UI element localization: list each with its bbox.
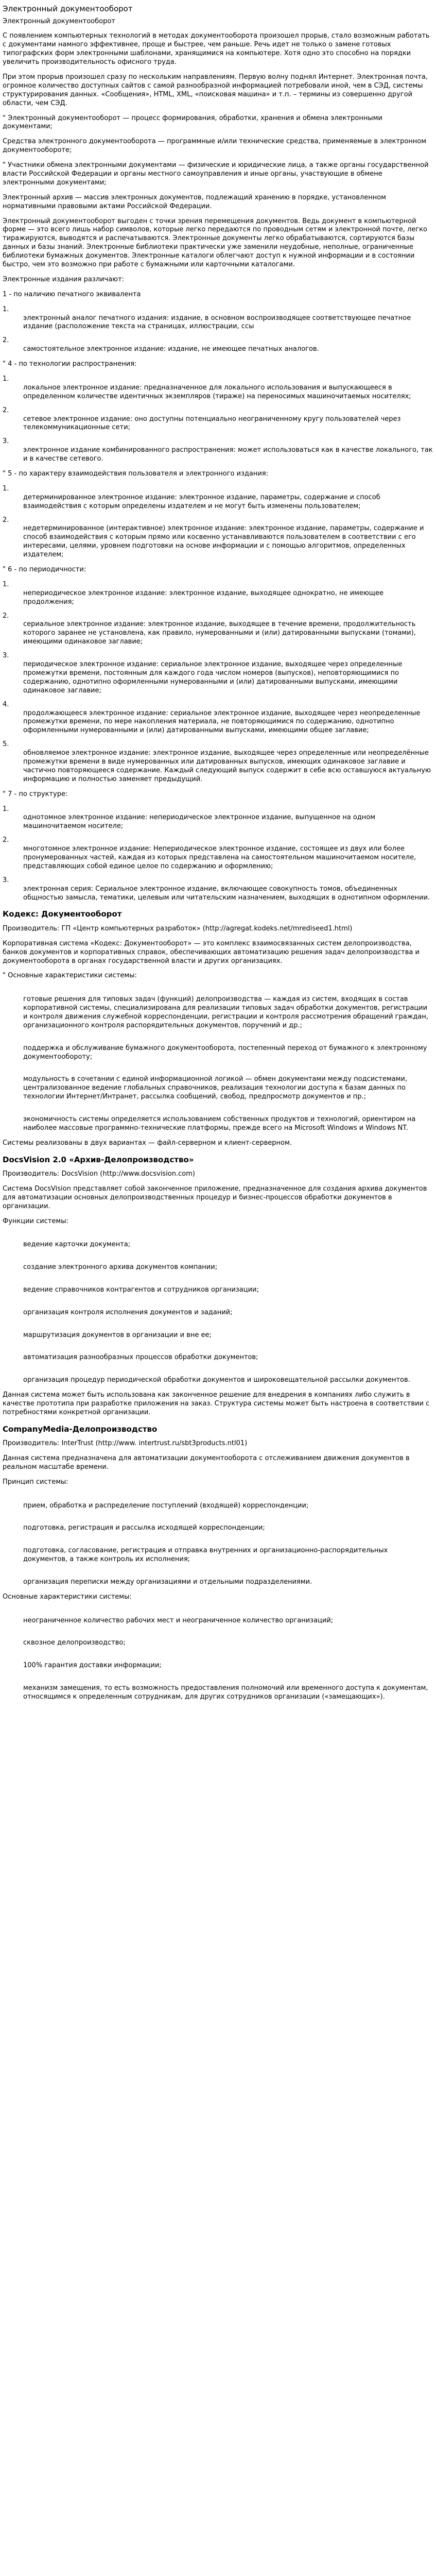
list-item: [3, 516, 433, 560]
by-technology-heading: " 4 - по технологии распространения:: [3, 360, 137, 368]
list-item-number: 3.: [3, 437, 9, 446]
list-bullet: [3, 987, 433, 995]
list-item-number: 3.: [3, 652, 9, 660]
docsvision-functions-list: [3, 1232, 433, 1385]
list-item-number: 2.: [3, 406, 9, 414]
list-item-text: подготовка, регистрация и рассылка исходящей корреспонденции;: [23, 1524, 265, 1532]
list-item-text: организация контроля исполнения документов и заданий;: [23, 1308, 233, 1316]
list-bullet: [3, 1277, 433, 1286]
list-item: [3, 1653, 433, 1670]
list-bullet: [3, 1653, 433, 1662]
list-item: [3, 1493, 433, 1511]
kinds-intro: Электронные издания различают:: [3, 275, 125, 283]
list-item-number: 2.: [3, 612, 9, 620]
list-item-text: маршрутизация документов в организации и вне ее;: [23, 1331, 212, 1339]
list-item: [3, 1345, 433, 1362]
companymedia-principles-heading: Принцип системы:: [3, 1478, 68, 1486]
intro-paragraph-1: С появлением компьютерных технологий в методах документооборота произошел прорыв, стало возможным работать с документами намного эффективнее, проще и быстрее, чем раньше. Речь идет не только о замене готовых типографских форм электронными шаблонами, хранящимися на компьютере. Хотя одно это способно на порядки увеличить производительность офисного труда.: [3, 32, 430, 66]
list-item: [3, 1538, 433, 1564]
list-item: [3, 306, 433, 332]
list-item: [3, 1569, 433, 1587]
list-bullet: [3, 1493, 433, 1502]
list-item-number: 1.: [3, 484, 9, 493]
list-item-text: сетевое электронное издание: оно доступны потенциально неограниченному кругу пользователей через телекоммуникационные сети;: [23, 415, 401, 432]
subtitle: Электронный документооборот: [3, 17, 115, 25]
list-item: [3, 485, 433, 511]
list-item: [3, 612, 433, 647]
list-item-number: 1.: [3, 305, 9, 313]
companymedia-description: Данная система предназначена для автоматизации документооборота с отслеживанием движения документов в реальном масштабе времени.: [3, 1454, 410, 1471]
list-item-text: автоматизация разнообразных процессов обработки документов;: [23, 1353, 258, 1362]
docsvision-functions-heading: Функции системы:: [3, 1217, 68, 1225]
list-bullet: [3, 1367, 433, 1376]
definition-sredstva: Средства электронного документооборота — программные и/или технические средства, применяемые в электронном документообороте;: [3, 138, 427, 155]
list-item-text: экономичность системы определяется использованием собственных продуктов и технологий, ориентиром на наиболее массовые программно-технические платформы, прежде всего на Microsoft Windows и Windows NT.: [23, 1115, 416, 1132]
list-item: [3, 876, 433, 903]
list-bullet: [3, 1255, 433, 1263]
by-periodicity-heading: " 6 - по периодичности:: [3, 566, 86, 574]
list-item-text: электронное издание комбинированного распространения: может использоваться как в качестве локального, так и в качестве сетевого.: [23, 446, 433, 463]
list-bullet: [3, 1323, 433, 1331]
list-item-text: организация процедур периодической обработки документов и широковещательной рассылки документов.: [23, 1376, 410, 1384]
list-item: [3, 987, 433, 1030]
list-item-number: 2.: [3, 336, 9, 345]
list-item-number: 5.: [3, 740, 9, 749]
kodeks-variants: Системы реализованы в двух вариантах — файл-серверном и клиент-серверном.: [3, 1139, 292, 1147]
list-item: [3, 805, 433, 832]
list-item-text: сквозное делопроизводство;: [23, 1639, 126, 1647]
kodeks-heading: Кодекс: Документооборот: [3, 909, 122, 919]
list-bullet: [3, 1232, 433, 1241]
page-title: Электронный документооборот: [3, 4, 133, 13]
list-bullet: [3, 1345, 433, 1353]
list-item: [3, 1300, 433, 1317]
list-item: [3, 1367, 433, 1385]
kodeks-description: Корпоративная система «Кодекс: Документооборот» — это комплекс взаимосвязанных систем делопроизводства, банков документов и корпоративных справок, обеспечивающих автоматизацию решения задач делопроизводства и документооборота в органах государственной власти и других организациях.: [3, 939, 420, 965]
list-bullet: [3, 1538, 433, 1547]
list-item-text: ведение карточки документа;: [23, 1241, 131, 1249]
docsvision-footer: Данная система может быть использована как законченное решение для внедрения в компаниях либо служить в качестве прототипа при разработке приложения на заказ. Структура системы может быть настроена в соответствии с потребностями конкретной организации.: [3, 1391, 430, 1416]
list-item: [3, 701, 433, 736]
list-item: [3, 1516, 433, 1533]
list-item-number: 1.: [3, 375, 9, 383]
list-item-text: однотомное электронное издание: непериодическое электронное издание, выпущенное на одном машиночитаемом носителе;: [23, 814, 376, 831]
list-bullet: [3, 1036, 433, 1044]
list-bullet: [3, 1630, 433, 1639]
list-item: [3, 836, 433, 871]
definition-archive: Электронный архив — массив электронных документов, подлежащий хранению в порядке, установленном нормативными правовыми актами Российской Федерации.: [3, 193, 386, 210]
list-item-text: локальное электронное издание: предназначенное для локального использования и выпускающееся в определенном количестве идентичных экземпляров (тираже) на переносимых машиночитаемых носителях;: [23, 383, 411, 400]
list-item-number: 1.: [3, 580, 9, 588]
list-bullet: [3, 1107, 433, 1115]
list-item-number: 1.: [3, 805, 9, 813]
companymedia-features-heading: Основные характеристики системы:: [3, 1592, 132, 1601]
list-item-number: 2.: [3, 836, 9, 844]
list-bullet: [3, 1608, 433, 1617]
list-item-text: самостоятельное электронное издание: издание, не имеющее печатных аналогов.: [23, 345, 319, 353]
list-item: [3, 406, 433, 433]
list-item-text: электронный аналог печатного издания: издание, в основном воспроизводящее соответствующее печатное издание (расположение текста на страницах, иллюстрации, ссы: [23, 314, 411, 331]
list-item-text: 100% гарантия доставки информации;: [23, 1662, 162, 1670]
list-item: [3, 1067, 433, 1102]
list-item: [3, 437, 433, 464]
list-item-text: обновляемое электронное издание: электронное издание, выходящее через определенные или неопределённые промежутки времени в виде нумерованных или датированных выпусков, имеющих одинаковое заглавие и частично повторяющееся содержание. Каждый следующий выпуск содержит в себе всю оставшуюся актуальную информацию и полностью заменяет предыдущий.: [23, 749, 431, 783]
list-item-text: готовые решения для типовых задач (функций) делопроизводства — каждая из систем, входящих в состав корпоративной системы, специализирована для реализации типовых задач обработки документов, регистрации и контроля движения служебной корреспонденции, регистрации и контроля рассмотрения обращений граждан, организационного контроля распорядительных документов, поручений и др.;: [23, 995, 429, 1029]
list-item-text: создание электронного архива документов компании;: [23, 1263, 218, 1272]
docsvision-description: Система DocsVision представляет собой законченное приложение, предназначенное для создания архива документов для автоматизации основных делопроизводственных процедур и бизнес-процессов обработки документов в организации.: [3, 1185, 427, 1210]
list-item-text: организация переписки между организациями и отдельными подразделениями.: [23, 1578, 312, 1586]
document: [0, 4, 436, 1718]
intro-paragraph-2: При этом прорыв произошел сразу по нескольким направлениям. Первую волну поднял Интернет. Электронная почта, огромное количество доступных сайтов с самой разнообразной информацией потребовали иной, чем в СЭД, системы структурирования данных. «Сообщения», HTML, XML, «поисковая машина» и т.п. – термины из совершенно другой области, чем СЭД.: [3, 73, 428, 107]
by-structure-list: [3, 805, 433, 903]
list-item-text: ведение справочников контрагентов и сотрудников организации;: [23, 1286, 259, 1294]
list-item: [3, 1107, 433, 1133]
list-item-text: непериодическое электронное издание: электронное издание, выходящее однократно, не имеющее продолжения;: [23, 589, 384, 606]
list-item-text: периодическое электронное издание: сериальное электронное издание, выходящее через определенные промежутки времени, постоянным для каждого года числом номеров (выпусков), неповторяющимися по содержанию, однотипно оформленными нумерованными и (или) датированными выпусками, имеющими одинаковое заглавие;: [23, 660, 403, 694]
companymedia-features-list: [3, 1608, 433, 1702]
list-item-text: сериальное электронное издание: электронное издание, выходящее в течение времени, продолжительность которого заранее не установлена, как правило, нумерованными и (или) датированными выпусками (томами), имеющими одинаковое заглавие;: [23, 620, 416, 646]
list-item-text: детерминированное электронное издание: электронное издание, параметры, содержание и способ взаимодействия с которым определены издателем и не могут быть изменены пользователем;: [23, 493, 380, 510]
by-interaction-heading: " 5 - по характеру взаимодействия пользователя и электронного издания:: [3, 470, 269, 478]
list-item-text: подготовка, согласование, регистрация и отправка внутренних и организационно-распорядительных документов, а также контроль их исполнения;: [23, 1547, 388, 1564]
kodeks-features-list: [3, 987, 433, 1132]
companymedia-heading: CompanyMedia-Делопроизводство: [3, 1424, 158, 1434]
list-item-text: продолжающееся электронное издание: сериальное электронное издание, выходящее через неопределенные промежутки времени, по мере накопления материала, не повторяющимися по содержанию, однотипно оформленными нумерованными и (или) датированными выпусками, имеющими общее заглавие;: [23, 709, 421, 735]
list-item: [3, 1255, 433, 1272]
list-item-number: 2.: [3, 516, 9, 524]
benefits-paragraph: Электронный документооборот выгоден с точки зрения перемещения документов. Ведь документ в компьютерной форме — это всего лишь набор символов, которые легко передаются по проводным сетям и электронной почте, легко тиражируются, выводятся и распечатываются. Электронные документы легко обрабатываются, сортируются базы данных и базы знаний. Электронные библиотеки практически уже заменили неудобные, неполные, ограниченные библиотеки бумажных документов. Электронные каталоги облегчают доступ к нужной информации и в состоянии быстро, чем это возможно при работе с бумажными или карточными каталогами.: [3, 217, 427, 268]
list-item-text: прием, обработка и распределение поступлений (входящей) корреспонденции;: [23, 1501, 309, 1510]
list-item: [3, 1608, 433, 1625]
list-bullet: [3, 1675, 433, 1684]
docsvision-producer: Производитель: DocsVision (http://www.docsvision.com): [3, 1170, 195, 1178]
kodeks-features-heading: " Основные характеристики системы:: [3, 972, 137, 980]
docsvision-heading: DocsVision 2.0 «Архив-Делопроизводство»: [3, 1155, 194, 1164]
list-item: [3, 1232, 433, 1250]
by-structure-heading: " 7 - по структуре:: [3, 790, 68, 798]
list-item: [3, 1630, 433, 1648]
by-technology-list: [3, 375, 433, 464]
companymedia-producer: Производитель: InterTrust (http://www. intertrust.ru/sbt3products.ntl01): [3, 1439, 248, 1448]
list-item-number: 4.: [3, 700, 9, 708]
list-bullet: [3, 1516, 433, 1524]
list-item: [3, 375, 433, 401]
list-item: [3, 1323, 433, 1340]
list-item-text: поддержка и обслуживание бумажного документооборота, постепенный переход от бумажного к электронному документообороту;: [23, 1044, 427, 1061]
list-item: [3, 336, 433, 354]
by-equivalent-heading: 1 - по наличию печатного эквивалента: [3, 290, 141, 298]
list-item-text: недетерминированное (интерактивное) электронное издание: электронное издание, параметры, содержание и способ взаимодействия с которым прямо или косвенно устанавливаются пользователем в соответствии с его интересами, целями, уровнем подготовки на основе информации и с помощью алгоритмов, определенных издателем;: [23, 524, 424, 559]
list-item: [3, 1277, 433, 1295]
list-item-number: 3.: [3, 876, 9, 884]
list-item-text: неограниченное количество рабочих мест и неограниченное количество организаций;: [23, 1616, 334, 1624]
list-bullet: [3, 1300, 433, 1309]
by-periodicity-list: [3, 581, 433, 784]
definition-uchastniki: " Участники обмена электронными документами — физические и юридические лица, а также органы государственной власти Российской Федерации и органы местного самоуправления и иные органы, участвующие в обмене электронными документами;: [3, 161, 429, 187]
companymedia-principles-list: [3, 1493, 433, 1587]
list-item-text: электронная серия: Сериальное электронное издание, включающее совокупность томов, объединенных общностью замысла, тематики, целевым или читательским назначением, выходящих в однотипном оформлении.: [23, 885, 430, 902]
list-item-text: многотомное электронное издание: Непериодическое электронное издание, состоящее из двух или более пронумерованных частей, каждая из которых представлена на самостоятельном машиночитаемом носителе, представляющих собой единое целое по содержанию и оформлению;: [23, 845, 416, 870]
list-item: [3, 652, 433, 695]
by-equivalent-list: [3, 306, 433, 354]
list-item-text: модульность в сочетании с единой информационной логикой — обмен документами между подсистемами, централизованное ведение глобальных справочников, реализация технологии доступа к базам данных по технологии Интернет/Интранет, рассылка сообщений, свобод, предпросмотр документов и пр.;: [23, 1075, 408, 1101]
list-bullet: [3, 1067, 433, 1076]
definition-edo: " Электронный документооборот — процесс формирования, обработки, хранения и обмена электронными документами;: [3, 114, 382, 131]
list-item: [3, 740, 433, 784]
list-item-text: механизм замещения, то есть возможность предоставления полномочий или временного доступа к документам, относящимся к определенным сотрудникам, для других сотрудников организации («замещающих»).: [23, 1684, 428, 1701]
list-bullet: [3, 1569, 433, 1578]
list-item: [3, 1036, 433, 1062]
by-interaction-list: [3, 485, 433, 560]
kodeks-producer: Производитель: ГП «Центр компьютерных разработок» (http://agregat.kodeks.net/mrediseed1.html): [3, 924, 353, 933]
list-item: [3, 1675, 433, 1702]
list-item: [3, 581, 433, 607]
